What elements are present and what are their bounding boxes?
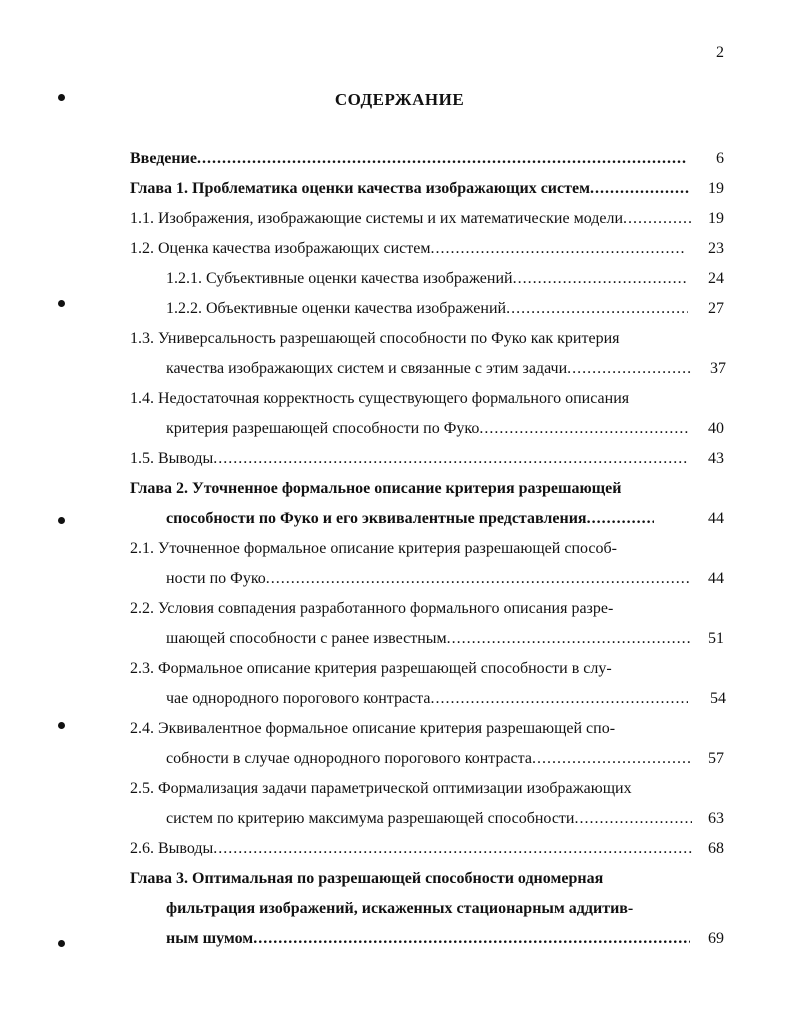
toc-entry-2-2-cont: шающей способности с ранее известным ..... [166, 628, 692, 650]
toc-entry-chapter-3-cont: фильтрация изображений, искаженных стационарным аддитив- [166, 900, 634, 917]
toc-page: 37 [710, 360, 726, 377]
toc-entry-2-3: 2.3. Формальное описание критерия разрешающей способности в слу- [130, 660, 612, 677]
toc-entry-2-3-cont: чае однородного порогового контраста ..... [166, 688, 688, 710]
toc-entry-chapter-2: Глава 2. Уточненное формальное описание критерия разрешающей [130, 480, 622, 497]
margin-dot [58, 517, 65, 524]
toc-entry-chapter-3-cont2: ным шумом ..... [166, 928, 690, 950]
toc-entry-1-5: 1.5. Выводы ..... [130, 448, 688, 470]
margin-dot [58, 940, 65, 947]
toc-entry-1-1: 1.1. Изображения, изображающие системы и их математические модели ..... [130, 208, 692, 230]
toc-page: 51 [708, 630, 724, 647]
toc-entry-1-4: 1.4. Недостаточная корректность существующего формального описания [130, 390, 630, 407]
toc-entry-2-5: 2.5. Формализация задачи параметрической оптимизации изображающих [130, 780, 632, 797]
toc-page: 44 [708, 510, 724, 527]
toc-entry-1-2-1: 1.2.1. Субъективные оценки качества изображений ..... [166, 268, 688, 290]
margin-dot [58, 94, 65, 101]
toc-page: 23 [708, 240, 724, 257]
toc-page: 40 [708, 420, 724, 437]
page-number: 2 [716, 44, 724, 61]
page-title: СОДЕРЖАНИЕ [334, 90, 465, 109]
toc-entry-2-1: 2.1. Уточненное формальное описание критерия разрешающей способ- [130, 540, 617, 557]
toc-entry-1-2-2: 1.2.2. Объективные оценки качества изображений ..... [166, 298, 688, 320]
toc-page: 19 [708, 180, 724, 197]
toc-page: 57 [708, 750, 724, 767]
toc-entry-2-5-cont: систем по критерию максимума разрешающей способности ..... [166, 808, 692, 830]
toc-entry-2-6: 2.6. Выводы ..... [130, 838, 692, 860]
toc-entry-chapter-1: Глава 1. Проблематика оценки качества изображающих систем ..... [130, 178, 690, 200]
toc-entry-1-2: 1.2. Оценка качества изображающих систем ..... [130, 238, 686, 260]
toc-page: 43 [708, 450, 724, 467]
toc-entry-1-3-cont: качества изображающих систем и связанные с этим задачи ..... [166, 358, 692, 380]
toc-entry-2-4: 2.4. Эквивалентное формальное описание критерия разрешающей спо- [130, 720, 616, 737]
toc-page: 54 [710, 690, 726, 707]
toc-entry-1-4-cont: критерия разрешающей способности по Фуко ..... [166, 418, 688, 440]
toc-page: 19 [708, 210, 724, 227]
toc-entry-chapter-2-cont: способности по Фуко и его эквивалентные представления ..... [166, 508, 654, 530]
toc-entry-intro: Введение ..... [130, 148, 686, 170]
toc-page: 27 [708, 300, 724, 317]
toc-entry-2-1-cont: ности по Фуко ..... [166, 568, 690, 590]
toc-page: 63 [708, 810, 724, 827]
toc-entry-chapter-3: Глава 3. Оптимальная по разрешающей способности одномерная [130, 870, 604, 887]
toc-entry-2-2: 2.2. Условия совпадения разработанного формального описания разре- [130, 600, 614, 617]
toc-entry-2-4-cont: собности в случае однородного порогового контраста ..... [166, 748, 692, 770]
toc-page: 24 [708, 270, 724, 287]
toc-page: 44 [708, 570, 724, 587]
margin-dot [58, 722, 65, 729]
toc-page: 68 [708, 840, 724, 857]
toc-page: 69 [708, 930, 724, 947]
margin-dot [58, 300, 65, 307]
toc-page: 6 [716, 150, 724, 167]
toc-entry-1-3: 1.3. Универсальность разрешающей способности по Фуко как критерия [130, 330, 620, 347]
